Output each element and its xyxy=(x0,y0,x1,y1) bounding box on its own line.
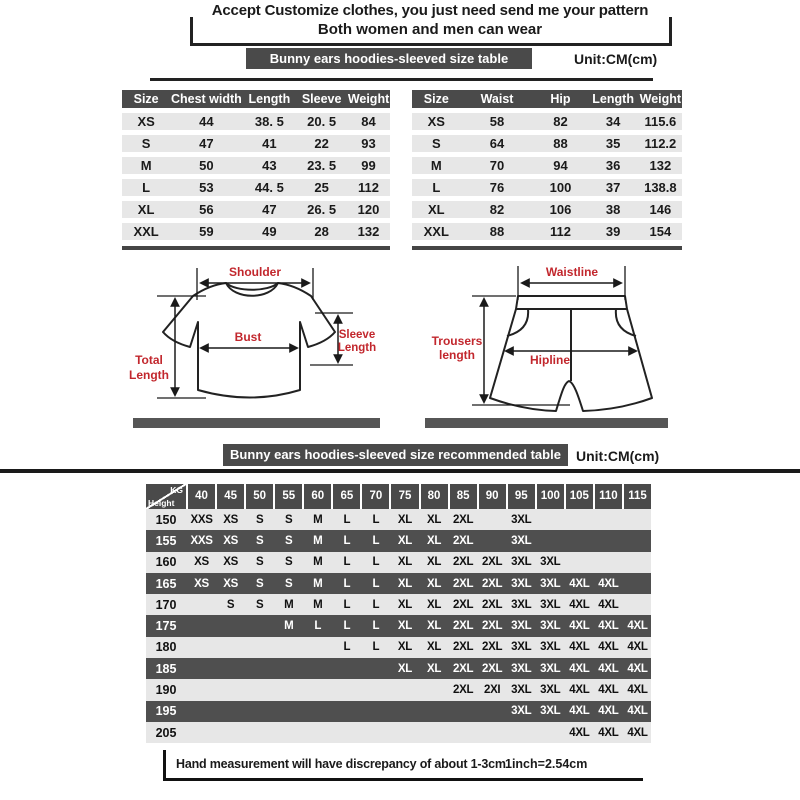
shorts-measure-diagram xyxy=(420,252,700,422)
recommend-header-row xyxy=(146,484,651,509)
recommend-size-cell: XL xyxy=(426,620,442,633)
corner-height-label: Height xyxy=(148,498,175,508)
recommend-size-cell: 3XL xyxy=(511,534,532,547)
value-cell: 132 xyxy=(649,158,672,173)
value-cell: 84 xyxy=(361,114,376,129)
header-line2: Both women and men can wear xyxy=(317,21,543,38)
weight-column-header: 110 xyxy=(595,484,622,509)
recommend-size-cell: 3XL xyxy=(540,662,561,675)
height-label-cell: 155 xyxy=(155,533,177,548)
value-cell: 53 xyxy=(199,180,214,195)
value-cell: 36 xyxy=(605,158,621,173)
recommend-size-cell: XL xyxy=(426,598,442,611)
value-cell: 76 xyxy=(489,180,505,195)
value-cell: 34 xyxy=(605,114,621,129)
recommend-size-cell: XL xyxy=(397,598,413,611)
value-cell: 22 xyxy=(314,136,329,151)
size-label-cell: XXL xyxy=(133,224,159,239)
recommend-size-cell: 3XL xyxy=(540,641,561,654)
recommend-size-cell: XXS xyxy=(190,534,213,547)
value-cell: 37 xyxy=(605,180,621,195)
recommend-size-cell: S xyxy=(285,513,293,526)
recommend-size-cell: 4XL xyxy=(598,726,619,739)
recommend-size-cell: L xyxy=(343,556,351,569)
size-recommend-table xyxy=(146,484,651,743)
shoulder-label: Shoulder xyxy=(228,265,282,279)
conversion-note: 1inch=2.54cm xyxy=(505,757,588,771)
recommend-size-cell: 4XL xyxy=(569,726,590,739)
recommend-size-cell: 2XL xyxy=(452,513,474,526)
recommend-size-cell: L xyxy=(314,620,322,633)
weight-column-header: 40 xyxy=(188,484,215,509)
table-row xyxy=(122,179,390,196)
sleeve-length-label-2: Length xyxy=(337,342,377,354)
recommend-size-cell: 3XL xyxy=(511,620,532,633)
recommend-size-cell: 4XL xyxy=(569,641,590,654)
recommend-size-cell: S xyxy=(255,534,264,547)
recommend-size-cell: 2XI xyxy=(483,684,501,697)
total-length-label-1: Total xyxy=(135,353,163,367)
value-cell: 82 xyxy=(553,114,568,129)
weight-column-header: 100 xyxy=(537,484,564,509)
recommend-size-cell: 4XL xyxy=(598,705,619,718)
diagram-underline-left xyxy=(133,418,380,428)
recommend-size-cell: S xyxy=(255,577,264,590)
recommend-size-cell: M xyxy=(313,534,323,547)
recommend-size-cell: 2XL xyxy=(452,556,474,569)
recommend-size-cell: 4XL xyxy=(569,598,590,611)
recommend-size-cell: XS xyxy=(223,534,238,547)
size-label-cell: S xyxy=(431,136,441,151)
recommend-size-cell: 4XL xyxy=(627,620,648,633)
recommend-size-cell: 3XL xyxy=(540,556,561,569)
recommend-size-cell: 2XL xyxy=(482,577,503,590)
recommend-size-cell: XL xyxy=(397,556,413,569)
size-table-header-row xyxy=(122,90,390,108)
recommend-size-cell: XS xyxy=(223,556,238,569)
table-row xyxy=(122,201,390,218)
column-header: Chest width xyxy=(170,92,242,106)
column-header: Sleeve xyxy=(301,92,342,106)
recommend-size-cell: M xyxy=(313,577,323,590)
recommend-size-cell: 3XL xyxy=(511,684,532,697)
recommend-size-cell: 4XL xyxy=(598,620,619,633)
value-cell: 100 xyxy=(549,180,572,195)
recommend-size-cell: 3XL xyxy=(511,577,532,590)
value-cell: 28 xyxy=(314,224,329,239)
recommend-row xyxy=(146,594,651,615)
recommend-size-cell: 3XL xyxy=(540,684,561,697)
recommend-size-cell: 2XL xyxy=(452,641,474,654)
column-header: Size xyxy=(133,92,159,106)
recommend-size-cell: 2XL xyxy=(482,620,503,633)
recommend-size-cell: M xyxy=(284,620,294,633)
recommend-size-cell: L xyxy=(343,620,351,633)
value-cell: 88 xyxy=(553,136,568,151)
recommend-size-cell: 4XL xyxy=(627,726,648,739)
footer-note: Hand measurement will have discrepancy of about 1-3cm xyxy=(176,757,506,771)
recommend-size-cell: XL xyxy=(426,577,442,590)
weight-column-header: 55 xyxy=(275,484,302,509)
value-cell: 132 xyxy=(357,224,380,239)
size-label-cell: M xyxy=(430,158,442,173)
header-line1: Accept Customize clothes, you just need send me your pattern xyxy=(211,2,649,19)
weight-column-header: 50 xyxy=(246,484,273,509)
recommend-size-cell: 4XL xyxy=(598,598,619,611)
unit-label-1: Unit:CM(cm) xyxy=(574,51,658,67)
table-row xyxy=(122,157,390,174)
recommend-size-cell: 4XL xyxy=(627,705,648,718)
recommend-size-cell: 2XL xyxy=(482,662,503,675)
recommend-row xyxy=(146,509,651,530)
column-header: Weight xyxy=(639,92,682,106)
recommend-size-cell: S xyxy=(255,513,264,526)
recommend-size-cell: 4XL xyxy=(569,684,590,697)
divider-rule-2 xyxy=(0,469,800,473)
recommend-size-cell: 3XL xyxy=(540,705,561,718)
recommend-row xyxy=(146,701,651,722)
recommend-row xyxy=(146,722,651,743)
weight-column-header: 75 xyxy=(391,484,418,509)
recommend-size-cell: L xyxy=(372,598,380,611)
recommend-size-cell: L xyxy=(372,620,380,633)
trousers-length-label-2: length xyxy=(439,348,475,362)
value-cell: 41 xyxy=(262,136,277,151)
column-header: Waist xyxy=(480,92,514,106)
recommend-size-cell: M xyxy=(313,598,323,611)
recommend-size-cell: M xyxy=(313,556,323,569)
recommend-size-cell: 3XL xyxy=(511,662,532,675)
size-label-cell: M xyxy=(140,158,152,173)
weight-column-header: 115 xyxy=(624,484,651,509)
recommend-size-cell: XS xyxy=(223,577,238,590)
table-row xyxy=(122,223,390,240)
value-cell: 99 xyxy=(361,158,376,173)
value-cell: 70 xyxy=(489,158,505,173)
value-cell: 88 xyxy=(489,224,505,239)
table-row xyxy=(122,113,390,130)
column-header: Weight xyxy=(347,92,390,106)
height-label-cell: 190 xyxy=(155,683,177,698)
recommend-size-cell: L xyxy=(372,577,380,590)
tshirt-measure-diagram xyxy=(110,252,400,422)
recommend-size-cell: 2XL xyxy=(482,598,503,611)
recommend-size-cell: S xyxy=(285,577,293,590)
recommend-size-cell: 2XL xyxy=(452,534,474,547)
recommend-size-cell: 2XL xyxy=(482,556,503,569)
value-cell: 138.8 xyxy=(644,180,677,195)
value-cell: 35 xyxy=(605,136,621,151)
height-label-cell: 185 xyxy=(155,661,177,676)
recommend-row xyxy=(146,658,651,679)
weight-column-header: 80 xyxy=(421,484,448,509)
value-cell: 38. 5 xyxy=(254,114,284,129)
recommend-size-cell: 2XL xyxy=(452,662,474,675)
height-label-cell: 165 xyxy=(155,576,177,591)
recommend-size-cell: L xyxy=(343,513,351,526)
recommend-size-cell: 4XL xyxy=(598,684,619,697)
recommend-size-cell: XXS xyxy=(190,513,213,526)
recommend-row xyxy=(146,573,651,594)
recommend-size-cell: S xyxy=(255,598,264,611)
value-cell: 38 xyxy=(605,202,621,217)
diagram-underline-right xyxy=(425,418,668,428)
height-label-cell: 150 xyxy=(155,512,177,527)
recommend-size-cell: XL xyxy=(397,620,413,633)
value-cell: 58 xyxy=(489,114,505,129)
recommend-size-cell: 2XL xyxy=(452,620,474,633)
value-cell: 23. 5 xyxy=(307,158,337,173)
recommend-size-cell: XL xyxy=(426,662,442,675)
unit-label-2: Unit:CM(cm) xyxy=(576,448,660,464)
recommend-size-cell: 4XL xyxy=(598,662,619,675)
recommend-size-cell: 3XL xyxy=(511,598,532,611)
value-cell: 56 xyxy=(199,202,214,217)
size-label-cell: XS xyxy=(427,114,445,129)
recommend-size-cell: 4XL xyxy=(627,662,648,675)
table-row xyxy=(412,179,682,196)
value-cell: 82 xyxy=(489,202,505,217)
value-cell: 25 xyxy=(314,180,329,195)
table-bottom-rule xyxy=(412,246,682,250)
recommend-size-cell: S xyxy=(285,534,293,547)
value-cell: 44. 5 xyxy=(254,180,284,195)
height-label-cell: 205 xyxy=(155,725,177,740)
recommend-size-cell: 4XL xyxy=(598,641,619,654)
recommend-size-cell: S xyxy=(285,556,293,569)
value-cell: 50 xyxy=(199,158,214,173)
recommend-size-cell: 3XL xyxy=(511,556,532,569)
recommended-table-title: Bunny ears hoodies-sleeved size recommended table xyxy=(223,444,568,466)
bust-label: Bust xyxy=(234,330,262,344)
recommend-size-cell: L xyxy=(372,641,380,654)
recommend-size-cell: L xyxy=(343,577,351,590)
size-label-cell: XXL xyxy=(423,224,449,239)
recommend-size-cell: XS xyxy=(194,556,209,569)
sleeve-length-label-1: Sleeve xyxy=(338,329,376,341)
value-cell: 112 xyxy=(549,224,571,239)
weight-column-header: 85 xyxy=(450,484,477,509)
recommend-size-cell: 2XL xyxy=(452,684,474,697)
recommend-size-cell: 3XL xyxy=(540,577,561,590)
size-table-header-row xyxy=(412,90,682,108)
recommend-size-cell: XL xyxy=(397,577,413,590)
value-cell: 26. 5 xyxy=(307,202,337,217)
weight-column-header: 105 xyxy=(566,484,593,509)
corner-kg-label: KG xyxy=(170,485,183,495)
table-row xyxy=(412,157,682,174)
recommend-size-cell: 4XL xyxy=(569,577,590,590)
kg-height-corner-cell xyxy=(146,484,186,509)
value-cell: 154 xyxy=(649,224,672,239)
height-label-cell: 175 xyxy=(155,619,177,634)
recommend-size-cell: L xyxy=(372,556,380,569)
recommend-size-cell: 3XL xyxy=(511,705,532,718)
weight-column-header: 70 xyxy=(362,484,389,509)
hipline-label: Hipline xyxy=(529,353,571,367)
value-cell: 94 xyxy=(553,158,568,173)
value-cell: 47 xyxy=(199,136,214,151)
hoodie-size-table xyxy=(122,90,390,250)
recommend-size-cell: L xyxy=(372,513,380,526)
table-row xyxy=(412,223,682,240)
recommend-size-cell: M xyxy=(284,598,294,611)
table-row xyxy=(412,113,682,130)
weight-column-header: 60 xyxy=(304,484,331,509)
column-header: Size xyxy=(423,92,449,106)
value-cell: 64 xyxy=(489,136,505,151)
size-label-cell: XL xyxy=(427,202,445,217)
size-label-cell: L xyxy=(142,180,151,195)
height-label-cell: 160 xyxy=(155,555,177,570)
recommend-size-cell: XS xyxy=(194,577,209,590)
recommend-row xyxy=(146,679,651,700)
recommend-size-cell: 3XL xyxy=(511,513,532,526)
size-label-cell: S xyxy=(141,136,151,151)
column-header: Hip xyxy=(550,92,571,106)
weight-column-header: 90 xyxy=(479,484,506,509)
recommend-size-cell: XL xyxy=(397,662,413,675)
recommend-size-cell: L xyxy=(372,534,380,547)
recommend-row xyxy=(146,552,651,573)
recommend-size-cell: 4XL xyxy=(569,620,590,633)
recommend-size-cell: 4XL xyxy=(627,641,648,654)
value-cell: 106 xyxy=(549,202,572,217)
size-label-cell: XS xyxy=(137,114,155,129)
recommend-size-cell: 2XL xyxy=(482,641,503,654)
recommend-row xyxy=(146,637,651,658)
value-cell: 47 xyxy=(262,202,277,217)
value-cell: 39 xyxy=(605,224,621,239)
recommend-size-cell: 4XL xyxy=(627,684,648,697)
table-row xyxy=(122,135,390,152)
recommend-row xyxy=(146,615,651,636)
recommend-size-cell: L xyxy=(343,534,351,547)
value-cell: 112.2 xyxy=(644,136,677,151)
recommend-row xyxy=(146,530,651,551)
weight-column-header: 65 xyxy=(333,484,360,509)
recommend-size-cell: XL xyxy=(397,641,413,654)
value-cell: 146 xyxy=(649,202,672,217)
height-label-cell: 170 xyxy=(155,597,177,612)
waistline-label: Waistline xyxy=(545,265,599,279)
recommend-size-cell: XL xyxy=(426,534,442,547)
height-label-cell: 180 xyxy=(155,640,177,655)
size-label-cell: L xyxy=(432,180,441,195)
weight-column-header: 45 xyxy=(217,484,244,509)
recommend-size-cell: XS xyxy=(223,513,238,526)
value-cell: 112 xyxy=(358,180,380,195)
shorts-size-table xyxy=(412,90,682,250)
recommend-size-cell: 3XL xyxy=(540,598,561,611)
value-cell: 49 xyxy=(262,224,277,239)
recommend-size-cell: 4XL xyxy=(569,705,590,718)
recommend-size-cell: XL xyxy=(397,534,413,547)
recommend-size-cell: XL xyxy=(397,513,413,526)
value-cell: 59 xyxy=(199,224,214,239)
column-header: Length xyxy=(248,92,291,106)
size-table-title: Bunny ears hoodies-sleeved size table xyxy=(246,48,532,69)
recommend-size-cell: 3XL xyxy=(540,620,561,633)
recommend-size-cell: XL xyxy=(426,556,442,569)
recommend-size-cell: 2XL xyxy=(452,598,474,611)
trousers-length-label-1: Trousers xyxy=(431,334,483,348)
table-bottom-rule xyxy=(122,246,390,250)
recommend-size-cell: XL xyxy=(426,641,442,654)
table-row xyxy=(412,135,682,152)
shorts-waistband xyxy=(516,296,627,309)
recommend-size-cell: M xyxy=(313,513,323,526)
divider-rule-1 xyxy=(150,78,653,81)
size-label-cell: XL xyxy=(137,202,155,217)
value-cell: 115.6 xyxy=(644,114,677,129)
weight-column-header: 95 xyxy=(508,484,535,509)
recommend-size-cell: L xyxy=(343,598,351,611)
tshirt-collar xyxy=(226,283,278,290)
height-label-cell: 195 xyxy=(155,704,177,719)
recommend-size-cell: 2XL xyxy=(452,577,474,590)
total-length-label-2: Length xyxy=(129,368,169,382)
value-cell: 93 xyxy=(361,136,376,151)
column-header: Length xyxy=(592,92,634,106)
recommend-size-cell: 4XL xyxy=(598,577,619,590)
table-row xyxy=(412,201,682,218)
value-cell: 43 xyxy=(262,158,277,173)
recommend-size-cell: S xyxy=(226,598,235,611)
value-cell: 44 xyxy=(199,114,214,129)
value-cell: 20. 5 xyxy=(307,114,337,129)
recommend-size-cell: S xyxy=(255,556,264,569)
recommend-size-cell: XL xyxy=(426,513,442,526)
recommend-size-cell: L xyxy=(343,641,351,654)
recommend-size-cell: 3XL xyxy=(511,641,532,654)
value-cell: 120 xyxy=(357,202,380,217)
recommend-size-cell: 4XL xyxy=(569,662,590,675)
